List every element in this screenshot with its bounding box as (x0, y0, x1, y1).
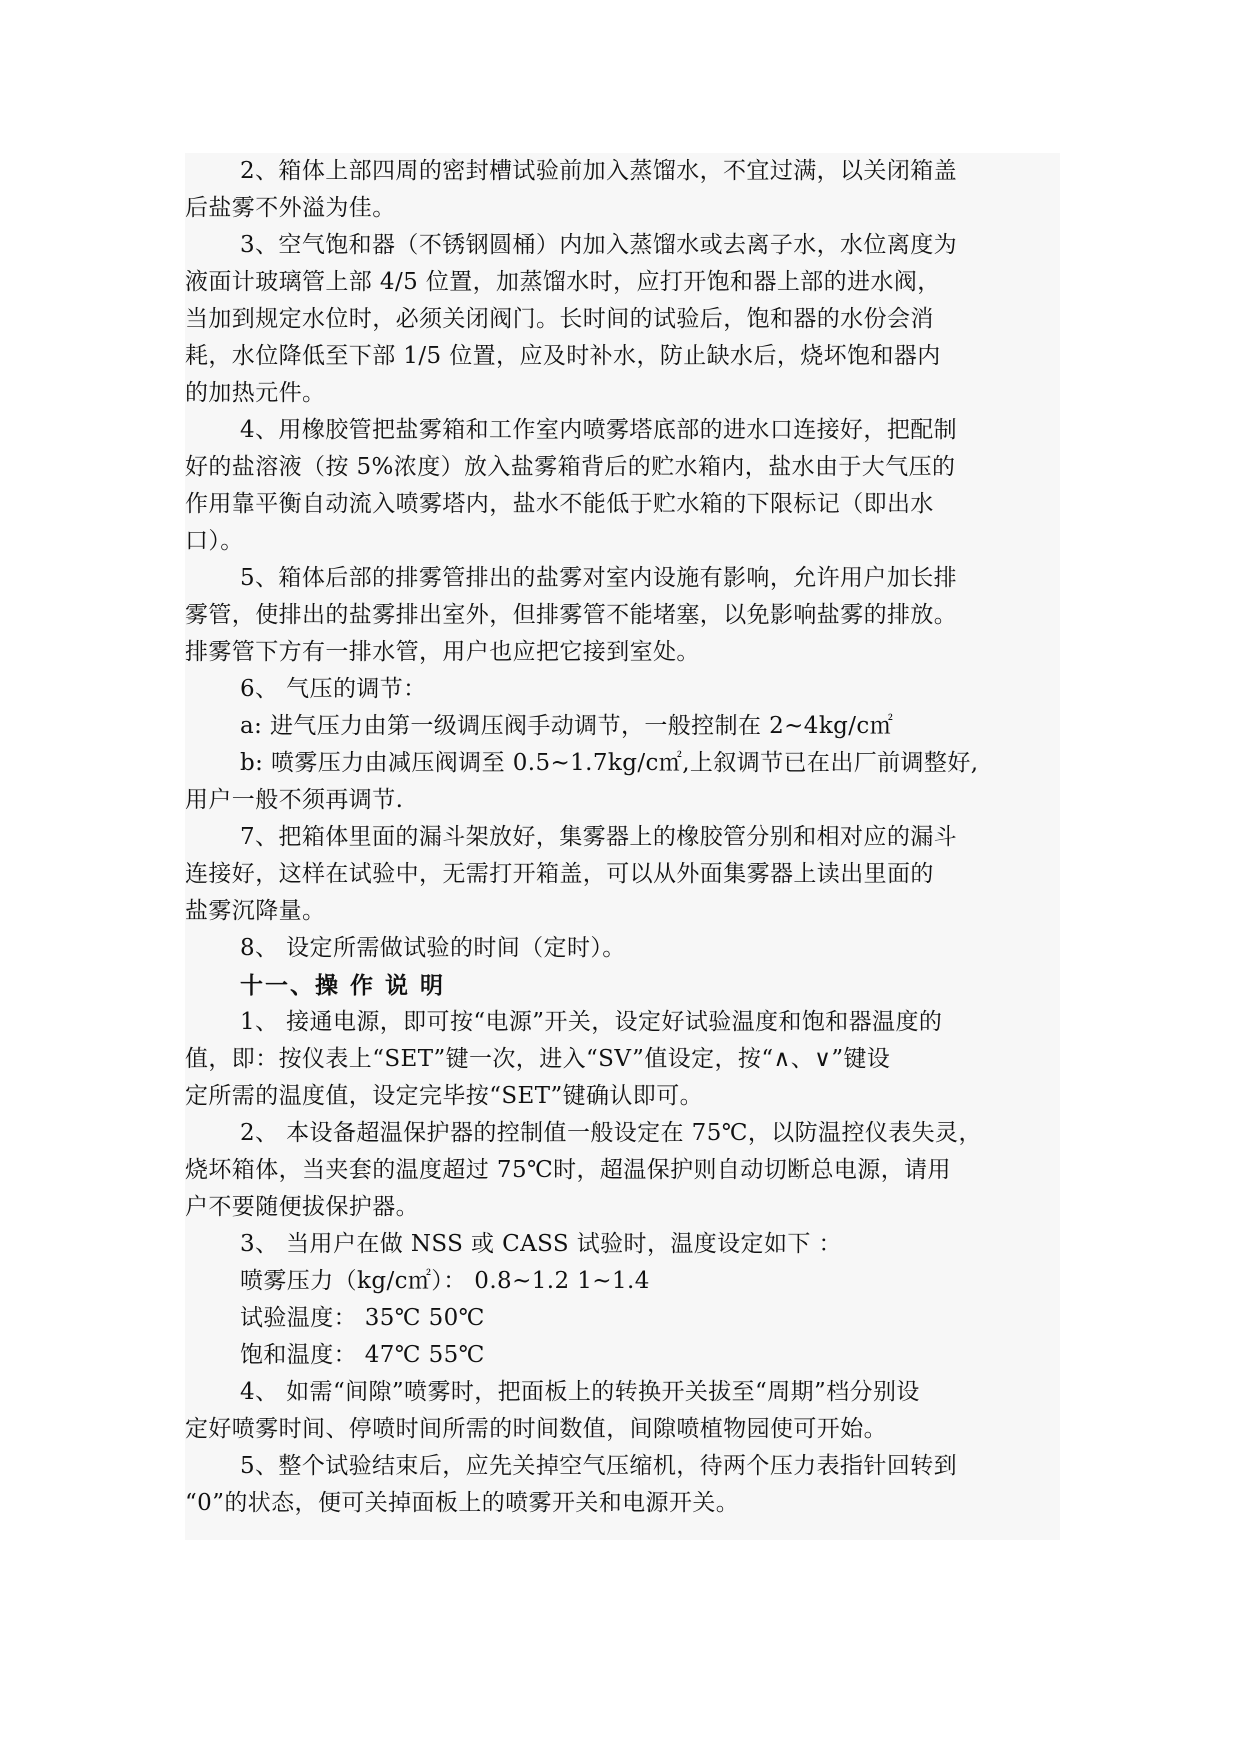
document-body (185, 153, 1060, 1540)
text-line: 6、 气压的调节： (240, 676, 427, 702)
text-line: 定所需的温度值，设定完毕按“SET”键确认即可。 (185, 1083, 704, 1109)
text-line: 后盐雾不外溢为佳。 (185, 195, 396, 221)
text-line: b: 喷雾压力由减压阀调至 0.5~1.7kg/c㎡,上叙调节已在出厂前调整好, (240, 750, 979, 776)
text-line: 的加热元件。 (185, 380, 326, 406)
text-line: 喷雾压力（kg/c㎡）： 0.8~1.2 1~1.4 (240, 1268, 650, 1294)
text-line: 雾管，使排出的盐雾排出室外，但排雾管不能堵塞，以免影响盐雾的排放。 (185, 602, 958, 628)
text-line: 试验温度： 35℃ 50℃ (240, 1305, 485, 1331)
text-line: 耗，水位降低至下部 1/5 位置，应及时补水，防止缺水后，烧坏饱和器内 (185, 343, 941, 369)
text-line: 烧坏箱体，当夹套的温度超过 75℃时，超温保护则自动切断总电源，请用 (185, 1157, 951, 1183)
text-line: 4、用橡胶管把盐雾箱和工作室内喷雾塔底部的进水口连接好，把配制 (240, 417, 958, 443)
text-line: 定好喷雾时间、停喷时间所需的时间数值，间隙喷植物园使可开始。 (185, 1416, 887, 1442)
text-line: 液面计玻璃管上部 4/5 位置，加蒸馏水时，应打开饱和器上部的进水阀， (185, 269, 941, 295)
section-heading: 十一、操 作 说 明 (240, 972, 446, 999)
text-line: 3、 当用户在做 NSS 或 CASS 试验时，温度设定如下 ： (240, 1231, 842, 1257)
text-line: 2、箱体上部四周的密封槽试验前加入蒸馏水，不宜过满，以关闭箱盖 (240, 158, 958, 184)
text-line: 2、 本设备超温保护器的控制值一般设定在 75℃，以防温控仪表失灵， (240, 1120, 982, 1146)
text-line: 排雾管下方有一排水管，用户也应把它接到室处。 (185, 639, 700, 665)
text-line: 盐雾沉降量。 (185, 898, 326, 924)
text-line: 5、箱体后部的排雾管排出的盐雾对室内设施有影响，允许用户加长排 (240, 565, 958, 591)
text-line: 3、空气饱和器（不锈钢圆桶）内加入蒸馏水或去离子水，水位离度为 (240, 232, 958, 258)
text-line: 用户一般不须再调节. (185, 787, 404, 813)
text-line: 好的盐溶液（按 5%浓度）放入盐雾箱背后的贮水箱内，盐水由于大气压的 (185, 454, 956, 480)
text-line: 户不要随便拔保护器。 (185, 1194, 419, 1220)
text-line: “0”的状态，便可关掉面板上的喷雾开关和电源开关。 (185, 1490, 740, 1516)
text-line: 4、 如需“间隙”喷雾时，把面板上的转换开关拔至“周期”档分别设 (240, 1379, 920, 1405)
text-line: a: 进气压力由第一级调压阀手动调节，一般控制在 2~4kg/c㎡ (240, 713, 894, 739)
text-line: 8、 设定所需做试验的时间（定时）。 (240, 935, 626, 961)
text-line: 作用靠平衡自动流入喷雾塔内，盐水不能低于贮水箱的下限标记（即出水 (185, 491, 934, 517)
text-line: 口）。 (185, 528, 244, 554)
text-line: 值，即：按仪表上“SET”键一次，进入“SV”值设定，按“∧、∨”键设 (185, 1046, 891, 1072)
text-line: 7、把箱体里面的漏斗架放好，集雾器上的橡胶管分别和相对应的漏斗 (240, 824, 958, 850)
text-line: 5、整个试验结束后，应先关掉空气压缩机，待两个压力表指针回转到 (240, 1453, 958, 1479)
text-line: 饱和温度： 47℃ 55℃ (240, 1342, 485, 1368)
text-line: 连接好，这样在试验中，无需打开箱盖，可以从外面集雾器上读出里面的 (185, 861, 934, 887)
text-line: 当加到规定水位时，必须关闭阀门。长时间的试验后，饱和器的水份会消 (185, 306, 934, 332)
text-line: 1、 接通电源，即可按“电源”开关，设定好试验温度和饱和器温度的 (240, 1009, 943, 1035)
